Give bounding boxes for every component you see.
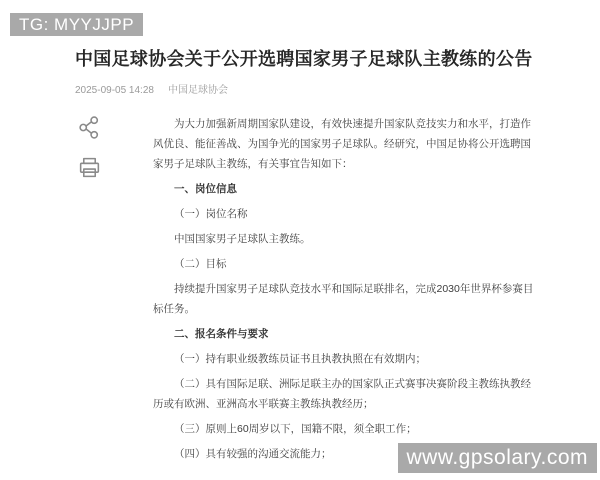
article-meta	[75, 81, 541, 96]
content-row	[75, 114, 541, 469]
article-paragraph: 持续提升国家男子足球队竞技水平和国际足联排名，完成2030年世界杯参赛目标任务。	[153, 283, 534, 315]
side-toolbar	[75, 114, 153, 469]
share-icon	[77, 115, 102, 140]
source-name: 中国足球协会	[167, 85, 228, 96]
article-body	[153, 114, 541, 469]
article-paragraph: （一）岗位名称	[174, 208, 248, 220]
article-paragraph: （一）持有职业级教练员证书且执教执照在有效期内；	[174, 353, 426, 365]
watermark-bottom: www.gpsolary.com	[398, 443, 598, 473]
article-paragraph: 中国国家男子足球队主教练。	[174, 233, 311, 245]
section-heading-1: 一、岗位信息	[174, 183, 237, 195]
article	[75, 46, 541, 469]
section-heading-2: 二、报名条件与要求	[174, 328, 269, 340]
article-paragraph: （三）原则上60周岁以下，国籍不限，须全职工作；	[174, 423, 417, 435]
print-button[interactable]	[77, 155, 102, 180]
article-paragraph: 为大力加强新周期国家队建设，有效快速提升国家队竞技实力和水平，打造作风优良、能征善战、为国争光的国家男子足球队。经研究，中国足协将公开选聘国家男子足球队主教练，有关事宜告知如下：	[153, 118, 531, 170]
article-paragraph: （二）具有国际足联、洲际足联主办的国家队正式赛事决赛阶段主教练执教经历或有欧洲、亚洲高水平联赛主教练执教经历；	[153, 378, 531, 410]
publish-timestamp: 2025-09-05 14:28	[75, 85, 154, 96]
article-paragraph: （四）具有较强的沟通交流能力；	[174, 448, 332, 460]
article-paragraph: （二）目标	[174, 258, 227, 270]
page-title: 中国足球协会关于公开选聘国家男子足球队主教练的公告	[75, 49, 533, 69]
print-icon	[77, 155, 102, 180]
watermark-top: TG: MYYJJPP	[10, 13, 143, 36]
share-button[interactable]	[77, 115, 102, 140]
